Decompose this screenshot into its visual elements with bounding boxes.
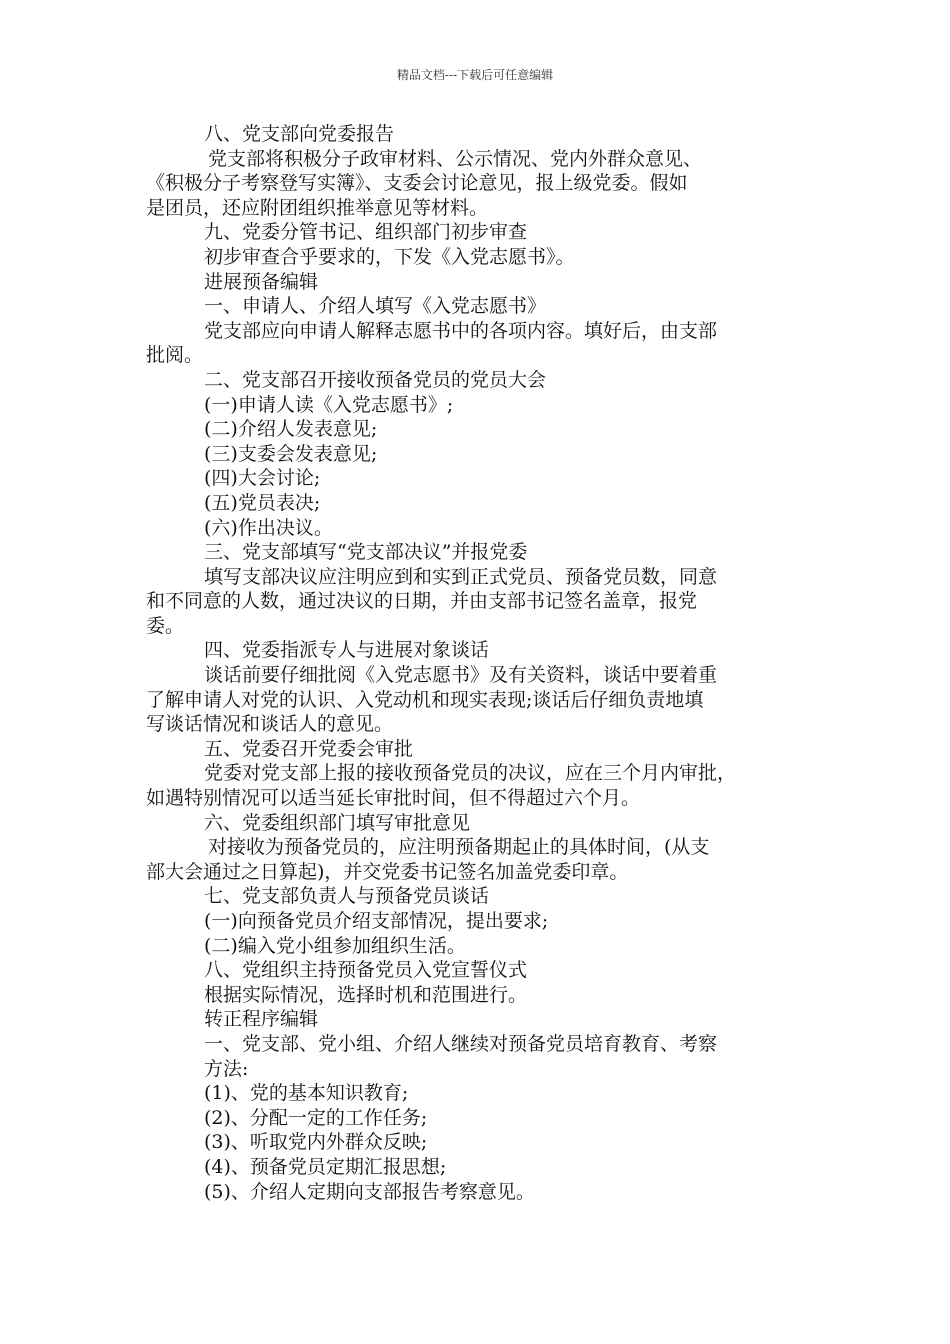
document-body xyxy=(146,122,836,1204)
paragraph-line: 填写支部决议应注明应到和实到正式党员、预备党员数，同意 xyxy=(204,565,718,588)
paragraph-line: 是团员，还应附团组织推举意见等材料。 xyxy=(146,196,489,219)
paragraph-line: 写谈话情况和谈话人的意见。 xyxy=(146,713,394,736)
list-item: (一)申请人读《入党志愿书》; xyxy=(204,393,454,416)
paragraph-line: 党支部将积极分子政审材料、公示情况、党内外群众意见、 xyxy=(208,147,703,170)
section-heading: 五、党委召开党委会审批 xyxy=(204,737,414,760)
list-item: (5)、介绍人定期向支部报告考察意见。 xyxy=(204,1180,535,1203)
list-item: (二)编入党小组参加组织生活。 xyxy=(204,934,466,957)
paragraph-line: 初步审查合乎要求的，下发《入党志愿书》。 xyxy=(204,245,575,268)
section-heading: 六、党委组织部门填写审批意见 xyxy=(204,811,471,834)
list-item: (1)、党的基本知识教育; xyxy=(204,1082,409,1105)
list-item: (五)党员表决; xyxy=(204,491,321,514)
paragraph-line: 委。 xyxy=(146,614,185,637)
section-heading: 四、党委指派专人与进展对象谈话 xyxy=(204,639,490,662)
paragraph-line: 《积极分子考察登写实簿》、支委会讨论意见，报上级党委。假如 xyxy=(146,172,688,195)
list-item: (四)大会讨论; xyxy=(204,467,321,490)
paragraph-line: 党委对党支部上报的接收预备党员的决议，应在三个月内审批， xyxy=(204,762,737,785)
paragraph-line: 了解申请人对党的认识、入党动机和现实表现;谈话后仔细负责地填 xyxy=(146,688,704,711)
page-header: 精品文档---下载后可任意编辑 xyxy=(396,68,554,82)
section-heading: 八、党支部向党委报告 xyxy=(204,123,395,145)
list-item: (一)向预备党员介绍支部情况，提出要求; xyxy=(204,910,549,932)
paragraph-line: 党支部应向申请人解释志愿书中的各项内容。填好后，由支部 xyxy=(204,319,718,342)
section-heading: 二、党支部召开接收预备党员的党员大会 xyxy=(204,368,547,391)
section-heading: 一、申请人、介绍人填写《入党志愿书》 xyxy=(204,295,547,318)
section-heading: 转正程序编辑 xyxy=(204,1008,319,1031)
list-item: (4)、预备党员定期汇报思想; xyxy=(204,1155,447,1178)
section-heading: 一、党支部、党小组、介绍人继续对预备党员培育教育、考察 xyxy=(204,1032,718,1055)
paragraph-line: 对接收为预备党员的，应注明预备期起止的具体时间，(从支 xyxy=(208,836,710,859)
list-item: (3)、听取党内外群众反映; xyxy=(204,1131,428,1154)
paragraph-line: 谈话前要仔细批阅《入党志愿书》及有关资料，谈话中要着重 xyxy=(204,664,718,687)
paragraph-line: 如遇特别情况可以适当延长审批时间，但不得超过六个月。 xyxy=(146,787,641,810)
paragraph-line: 和不同意的人数，通过决议的日期，并由支部书记签名盖章，报党 xyxy=(146,590,698,613)
section-heading: 三、党支部填写“党支部决议”并报党委 xyxy=(204,541,528,564)
list-item: (2)、分配一定的工作任务; xyxy=(204,1106,428,1129)
list-item: (三)支委会发表意见; xyxy=(204,442,378,465)
section-heading: 八、党组织主持预备党员入党宣誓仪式 xyxy=(204,959,528,982)
paragraph-line: 部大会通过之日算起)，并交党委书记签名加盖党委印章。 xyxy=(146,860,629,883)
section-heading: 九、党委分管书记、组织部门初步审查 xyxy=(204,221,528,244)
paragraph-line: 方法: xyxy=(204,1057,249,1080)
paragraph-line: 批阅。 xyxy=(146,344,204,367)
paragraph-line: 根据实际情况，选择时机和范围进行。 xyxy=(204,983,528,1006)
section-heading: 七、党支部负责人与预备党员谈话 xyxy=(204,885,490,908)
list-item: (二)介绍人发表意见; xyxy=(204,418,378,441)
section-heading: 进展预备编辑 xyxy=(204,270,319,293)
list-item: (六)作出决议。 xyxy=(204,516,333,539)
